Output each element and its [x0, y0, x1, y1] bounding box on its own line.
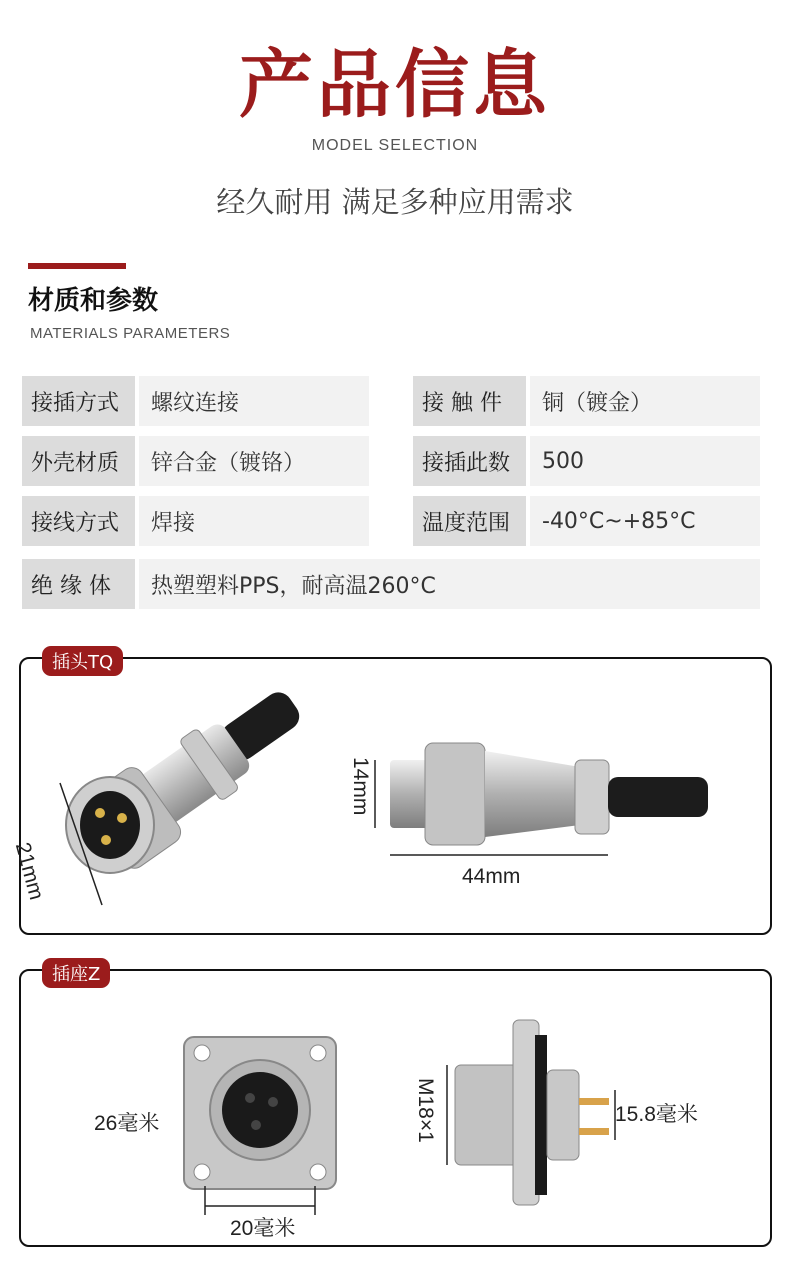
socket-side-image	[435, 1020, 635, 1210]
param-value: -40°C~+85°C	[530, 496, 760, 546]
page-title: 产品信息	[239, 42, 551, 128]
param-value: 焊接	[139, 496, 369, 546]
param-label: 接插方式	[22, 376, 135, 426]
socket-pins-label: 15.8毫米	[615, 1103, 698, 1126]
param-label: 外壳材质	[22, 436, 135, 486]
section-title: 材质和参数	[28, 286, 159, 316]
param-label: 温度范围	[413, 496, 526, 546]
param-row	[22, 376, 369, 426]
plug-side-image	[370, 715, 750, 885]
socket-front-image	[170, 1030, 350, 1205]
plug-tag: 插头TQ	[42, 646, 123, 676]
plug-angled-image	[40, 690, 360, 920]
socket-thread-label: M18×1	[414, 1078, 437, 1143]
param-label: 接插此数	[413, 436, 526, 486]
param-value: 500	[530, 436, 760, 486]
section-subtitle: MATERIALS PARAMETERS	[30, 325, 231, 342]
plug-length-label: 44mm	[462, 865, 521, 888]
param-label: 接 触 件	[413, 376, 526, 426]
page-subtitle: MODEL SELECTION	[311, 137, 479, 154]
param-value: 螺纹连接	[139, 376, 369, 426]
page-tagline: 经久耐用 满足多种应用需求	[216, 185, 574, 219]
socket-width-label: 20毫米	[230, 1217, 296, 1240]
section-accent-bar	[28, 263, 126, 269]
param-value: 热塑塑料PPS，耐高温260°C	[139, 559, 760, 609]
param-value: 锌合金（镀铬）	[139, 436, 369, 486]
socket-height-label: 26毫米	[94, 1112, 160, 1135]
param-row	[413, 496, 760, 546]
param-row	[413, 436, 760, 486]
param-row	[22, 436, 369, 486]
plug-diameter-label: 21mm	[10, 840, 49, 903]
param-row	[413, 376, 760, 426]
param-label: 接线方式	[22, 496, 135, 546]
param-label: 绝 缘 体	[22, 559, 135, 609]
param-value: 铜（镀金）	[530, 376, 760, 426]
param-row	[22, 496, 369, 546]
socket-tag: 插座Z	[42, 958, 110, 988]
plug-height-label: 14mm	[349, 757, 372, 816]
param-row	[22, 559, 760, 609]
